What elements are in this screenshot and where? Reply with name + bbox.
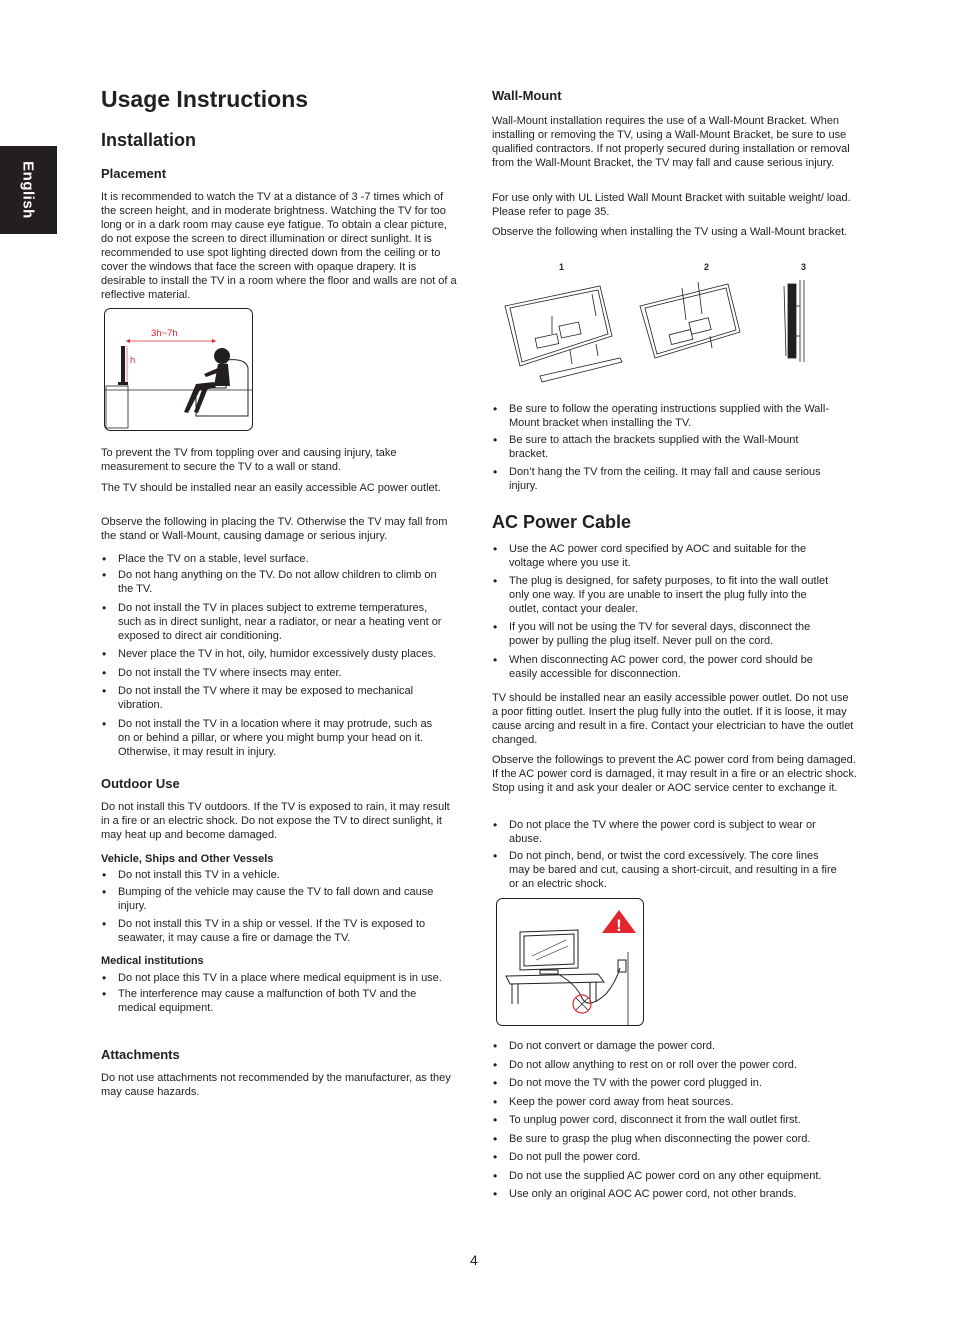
language-label: English (19, 161, 37, 219)
list-item: • Do not allow anything to rest on or roll over the power cord. (492, 1058, 837, 1072)
list-item: • Be sure to attach the brackets supplied with the Wall-Mount bracket. (492, 433, 837, 461)
list-item: • Do not convert or damage the power cord. (492, 1039, 837, 1053)
step-number-2: 2 (704, 262, 710, 272)
list-item: • Keep the power cord away from heat sources. (492, 1095, 837, 1109)
wallmount-heading: Wall-Mount (492, 88, 562, 103)
list-item: • Use the AC power cord specified by AOC and suitable for the voltage where you use it. (492, 542, 837, 570)
ac-power-bullet-list-2 (492, 818, 837, 891)
list-item: • Do not install the TV where it may be exposed to mechanical vibration. (101, 684, 446, 712)
list-item: • Do not move the TV with the power cord plugged in. (492, 1076, 837, 1090)
warning-symbol: ! (616, 916, 622, 935)
list-item: • Do not install the TV where insects may enter. (101, 666, 446, 680)
step-1-illustration (505, 286, 622, 382)
ac-power-bullet-list-3 (492, 1039, 837, 1201)
medical-bullet-list (101, 971, 446, 1015)
list-item: • Do not install the TV in a location where it may protrude, such as on or behind a pillar, or where you might bump your head on it. Otherwise, it may result in injury. (101, 717, 446, 759)
outdoor-heading: Outdoor Use (101, 776, 180, 791)
person-head (214, 348, 230, 364)
list-item: • Do not install the TV in places subject to extreme temperatures, such as in direct sunlight, near a radiator, or near a heating vent or exposed to direct air conditioning. (101, 601, 446, 643)
list-item: • Do not place the TV where the power cord is subject to wear or abuse. (492, 818, 837, 846)
placement-paragraph-2: To prevent the TV from toppling over and causing injury, take measurement to secure the TV to a wall or stand. (101, 447, 397, 473)
placement-heading: Placement (101, 166, 167, 181)
list-item: • Do not pull the power cord. (492, 1150, 837, 1164)
list-item: • If you will not be using the TV for several days, disconnect the power by pulling the plug itself. Never pull on the cord. (492, 620, 837, 648)
list-item: • To unplug power cord, disconnect it from the wall outlet first. (492, 1113, 837, 1127)
installation-heading: Installation (101, 130, 197, 150)
list-item: • Be sure to follow the operating instructions supplied with the Wall-Mount bracket when installing the TV. (492, 402, 837, 430)
wallmount-steps-figure (500, 276, 820, 390)
ac-power-paragraph-1: TV should be installed near an easily accessible power outlet. Do not use a poor fitting outlet. Insert the plug fully into the outlet. If it is loose, it may cause arcing and result in a fire. Contact your electrician to have the outlet changed. (492, 692, 854, 746)
list-item: • Use only an original AOC AC power cord, not other brands. (492, 1187, 837, 1201)
list-item: • When disconnecting AC power cord, the power cord should be easily accessible for disconnection. (492, 653, 837, 681)
list-item: • Be sure to grasp the plug when disconnecting the power cord. (492, 1132, 837, 1146)
wallmount-paragraph-1: Wall-Mount installation requires the use of a Wall-Mount Bracket. When installing or removing the TV, using a Wall-Mount Bracket, be sure to use qualified contractors. If not properly secured during installation or removal from the Wall-Mount Bracket, the TV may fall and cause serious injury. (492, 115, 850, 169)
placement-paragraph-1: It is recommended to watch the TV at a distance of 3 -7 times which of the screen height, and in moderate brightness. Watching the TV for too long or in a dark room may cause eye fatigue. To obtain a clear picture, do not expose the screen to direct illumination or direct sunlight. It is recommended to use spot lighting directed down from the ceiling or to cover the windows that face the screen with opaque drapery. It is desirable to install the TV in a room where the floor and walls are not of a reflective material. (101, 191, 457, 301)
list-item: • Do not place this TV in a place where medical equipment is in use. (101, 971, 446, 985)
step-number-1: 1 (559, 262, 565, 272)
list-item: • Do not install this TV in a vehicle. (101, 868, 446, 882)
placement-bullet-list (101, 552, 446, 759)
outdoor-paragraph: Do not install this TV outdoors. If the TV is exposed to rain, it may result in a fire or an electric shock. Do not expose the TV to direct sunlight, it may heat up and become damaged. (101, 801, 450, 841)
list-item: • Do not hang anything on the TV. Do not allow children to climb on the TV. (101, 568, 446, 596)
language-tab (0, 146, 57, 234)
list-item: • Bumping of the vehicle may cause the TV to fall down and cause injury. (101, 885, 446, 913)
distance-label: 3h~7h (151, 328, 178, 339)
vehicle-heading: Vehicle, Ships and Other Vessels (101, 853, 274, 865)
list-item: • The plug is designed, for safety purposes, to fit into the wall outlet only one way. If you are unable to insert the plug fully into the outlet, contact your dealer. (492, 574, 837, 616)
placement-paragraph-4: Observe the following in placing the TV. Otherwise the TV may fall from the stand or Wall-Mount, causing damage or serious injury. (101, 516, 448, 542)
list-item: • Do not use the supplied AC power cord on any other equipment. (492, 1169, 837, 1183)
ac-power-paragraph-2: Observe the followings to prevent the AC power cord from being damaged. If the AC power cord is damaged, it may result in a fire or an electric shock. Stop using it and ask your dealer or AOC service center to exchange it. (492, 754, 857, 794)
step-2-illustration (640, 282, 740, 358)
list-item: • Don’t hang the TV from the ceiling. It may fall and cause serious injury. (492, 465, 837, 493)
ac-power-heading: AC Power Cable (492, 512, 632, 532)
medical-heading: Medical institutions (101, 955, 204, 967)
viewing-distance-figure (104, 308, 254, 432)
list-item: • Do not pinch, bend, or twist the cord excessively. The core lines may be bared and cut, causing a short-circuit, and resulting in a fire or an electric shock. (492, 849, 837, 891)
tv-shape (121, 346, 125, 384)
wallmount-paragraph-3: Observe the following when installing the TV using a Wall-Mount bracket. (492, 226, 848, 238)
page-title: Usage Instructions (101, 86, 309, 112)
height-label: h (130, 355, 136, 366)
attachments-paragraph: Do not use attachments not recommended by the manufacturer, as they may cause hazards. (101, 1072, 451, 1098)
list-item: • The interference may cause a malfunction of both TV and the medical equipment. (101, 987, 446, 1015)
page-number: 4 (470, 1252, 478, 1268)
placement-paragraph-3: The TV should be installed near an easily accessible AC power outlet. (101, 482, 441, 494)
list-item: • Place the TV on a stable, level surface. (101, 552, 446, 566)
ac-power-bullet-list-1 (492, 542, 837, 681)
list-item: • Do not install this TV in a ship or vessel. If the TV is exposed to seawater, it may cause a fire or damage the TV. (101, 917, 446, 945)
attachments-heading: Attachments (101, 1047, 180, 1062)
step-3-illustration (784, 280, 804, 362)
power-cord-warning-figure (496, 898, 646, 1028)
wallmount-paragraph-2: For use only with UL Listed Wall Mount Bracket with suitable weight/ load. Please refer to page 35. (492, 192, 851, 218)
list-item: • Never place the TV in hot, oily, humidor excessively dusty places. (101, 647, 446, 661)
vehicle-bullet-list (101, 868, 446, 945)
step-number-3: 3 (801, 262, 807, 272)
wallmount-bullet-list (492, 402, 837, 493)
